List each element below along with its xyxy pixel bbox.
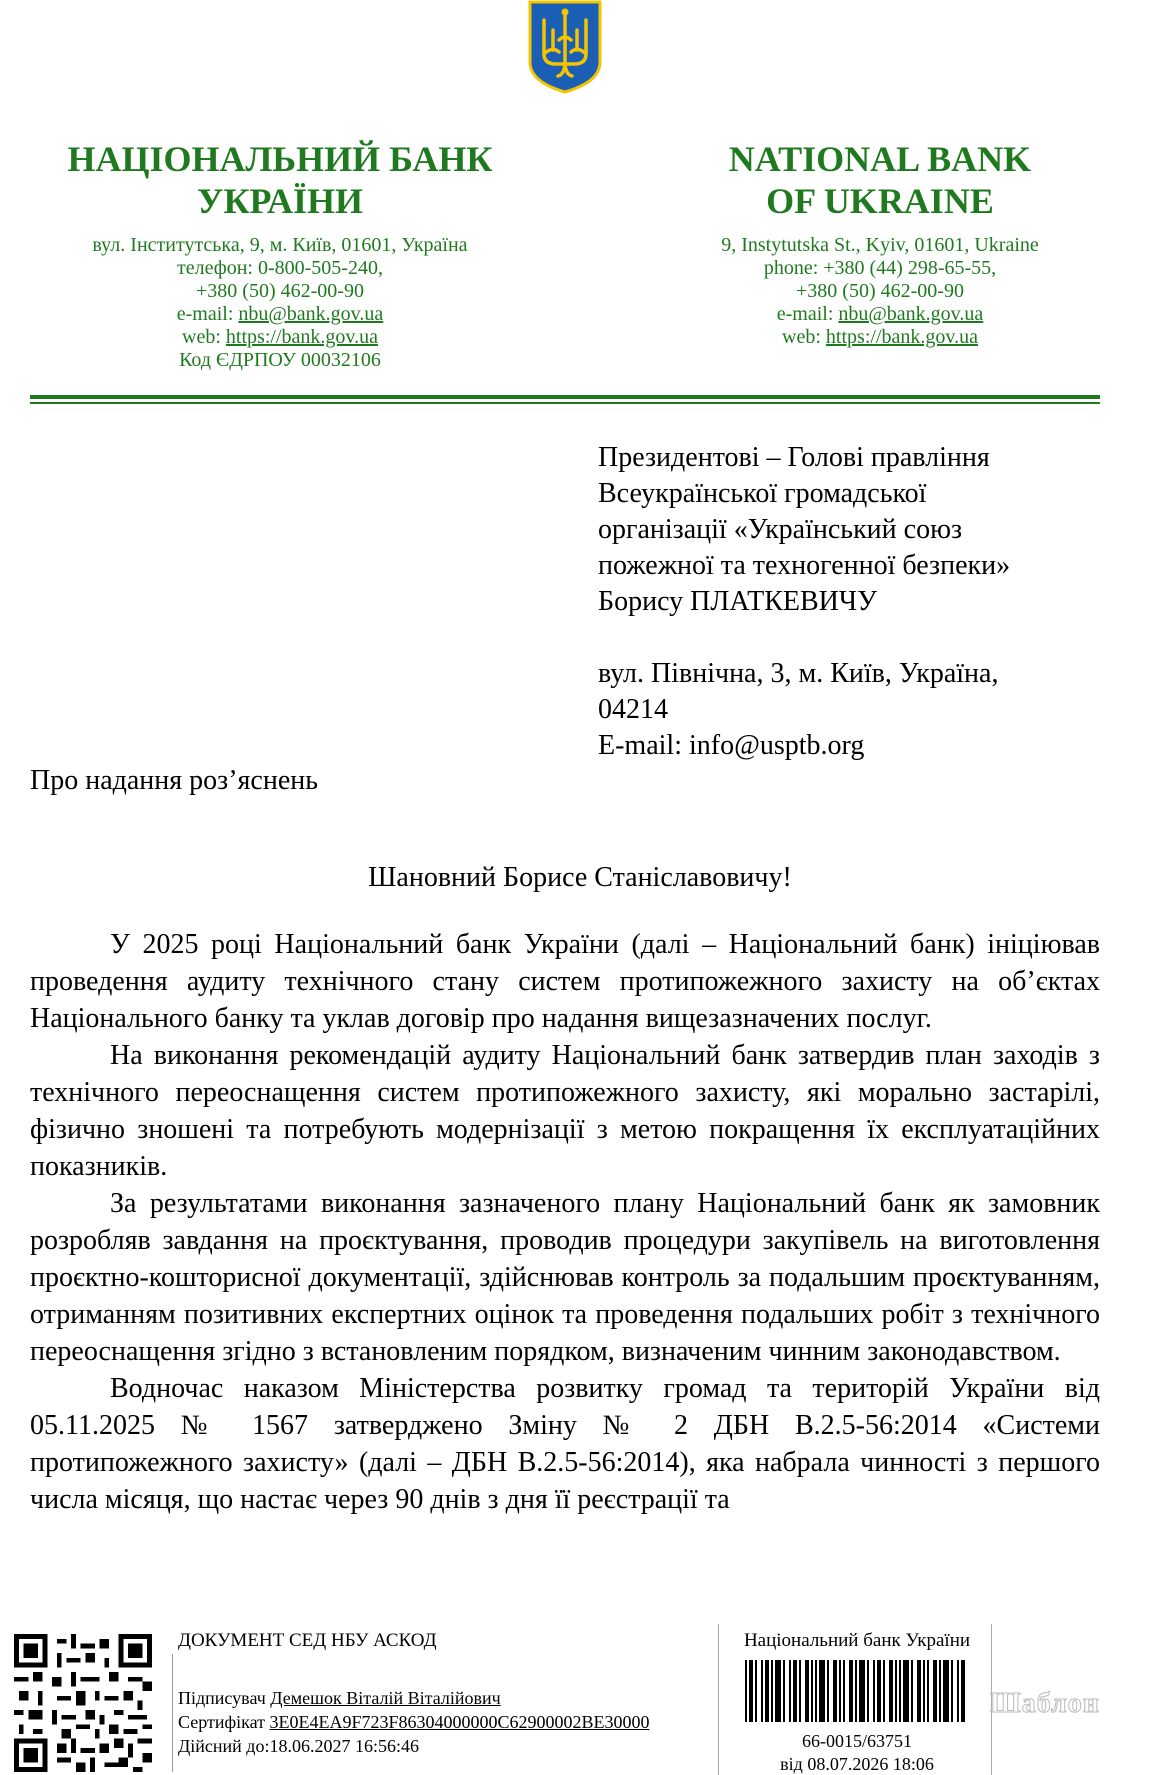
registration-date: від 08.07.2026 18:06 <box>780 1754 934 1774</box>
signer-row <box>178 1688 501 1709</box>
template-watermark: Шаблон <box>990 1688 1100 1719</box>
addressee-line: Президентові – Голові правління <box>598 442 990 473</box>
ukraine-coat-of-arms-icon <box>526 0 604 94</box>
addressee-block <box>598 440 1118 764</box>
email-row-ua <box>20 303 540 326</box>
phone-ua-2: +380 (50) 462-00-90 <box>196 280 364 302</box>
email-row-en <box>620 303 1140 326</box>
certificate-row <box>178 1712 650 1733</box>
edrpou-code: Код ЄДРПОУ 00032106 <box>179 349 381 371</box>
addressee-email: E-mail: info@usptb.org <box>598 730 865 761</box>
bank-name-en-line1: NATIONAL BANK <box>728 139 1032 179</box>
address-en: 9, Instytutska St., Kyiv, 01601, Ukraine <box>721 234 1039 256</box>
addressee-line: організації «Український союз <box>598 514 963 545</box>
web-link-en[interactable]: https://bank.gov.ua <box>825 326 978 348</box>
signer-name: Демешок Віталій Віталійович <box>270 1688 501 1708</box>
web-row-ua <box>20 326 540 349</box>
barcode-icon <box>745 1660 965 1722</box>
addressee-line: Всеукраїнської громадської <box>598 478 927 509</box>
bank-name-ua <box>20 138 540 222</box>
bank-name-ua-line2: УКРАЇНИ <box>197 181 363 221</box>
bank-name-en <box>620 138 1140 222</box>
qr-code-icon <box>14 1634 152 1772</box>
bank-name-ua-line1: НАЦІОНАЛЬНИЙ БАНК <box>67 139 493 179</box>
email-link-en[interactable]: nbu@bank.gov.ua <box>838 303 984 325</box>
certificate-validity: Дійсний до:18.06.2027 16:56:46 <box>178 1736 419 1756</box>
bank-name-en-line2: OF UKRAINE <box>766 181 994 221</box>
addressee-address-line2: 04214 <box>598 694 668 725</box>
addressee-name: Борису ПЛАТКЕВИЧУ <box>598 586 877 617</box>
body-paragraph: Водночас наказом Міністерства розвитку громад та територій України від 05.11.2025 № 1567 затверджено Зміну № 2 ДБН В.2.5-56:2014 «Системи протипожежного захисту» (далі – ДБН В.2.5-56:2014), яка набрала чинності з першого числа місяця, що настає через 90 днів з дня її реєстрації та <box>30 1373 1100 1515</box>
phone-ua-1: телефон: 0-800-505-240, <box>177 257 383 279</box>
addressee-address-line1: вул. Північна, 3, м. Київ, Україна, <box>598 658 999 689</box>
email-label-en: e-mail: <box>776 303 839 325</box>
web-link-ua[interactable]: https://bank.gov.ua <box>225 326 378 348</box>
signer-label: Підписувач <box>178 1688 271 1708</box>
registration-org: Національний банк України <box>743 1630 971 1651</box>
certificate-serial: 3E0E4EA9F723F86304000000C62900002BE30000 <box>269 1712 650 1732</box>
header-divider-thin <box>30 402 1100 404</box>
body-paragraph: У 2025 році Національний банк України (далі – Національний банк) ініціював проведення аудиту технічного стану систем протипожежного захисту на об’єктах Національного банку та уклав договір про надання вищезазначених послуг. <box>30 929 1100 1034</box>
addressee-line: пожежної та техногенної безпеки» <box>598 550 1011 581</box>
web-label-en: web: <box>782 326 826 348</box>
letter-body <box>30 926 1100 1518</box>
phone-en-2: +380 (50) 462-00-90 <box>796 280 964 302</box>
body-paragraph: На виконання рекомендацій аудиту Національний банк затвердив план заходів з технічного переоснащення систем протипожежного захисту, які морально застарілі, фізично зношені та потребують модернізації з метою покращення їх експлуатаційних показників. <box>30 1040 1100 1182</box>
registration-number: 66-0015/63751 <box>802 1731 912 1751</box>
body-paragraph: За результатами виконання зазначеного плану Національний банк як замовник розробляв завдання на проєктування, проводив процедури закупівель на виготовлення проєктно-кошторисної документації, здійснював контроль за подальшим проєктуванням, отриманням позитивних експертних оцінок та проведення подальших робіт з технічного переоснащення згідно з встановленим порядком, визначеним чинним законодавством. <box>30 1188 1100 1367</box>
web-row-en <box>620 326 1140 349</box>
email-link-ua[interactable]: nbu@bank.gov.ua <box>238 303 384 325</box>
contacts-ua <box>20 234 540 372</box>
contacts-en <box>620 234 1140 349</box>
certificate-label: Сертифікат <box>178 1712 270 1732</box>
document-system-label: ДОКУМЕНТ СЕД НБУ АСКОД <box>178 1630 437 1651</box>
salutation: Шановний Борисе Станіславовичу! <box>368 862 792 893</box>
address-ua: вул. Інститутська, 9, м. Київ, 01601, Україна <box>92 234 468 256</box>
signature-footer <box>0 1618 1160 1775</box>
letter-subject: Про надання роз’яснень <box>30 765 319 796</box>
email-label-ua: e-mail: <box>176 303 239 325</box>
phone-en-1: phone: +380 (44) 298-65-55, <box>763 257 997 279</box>
header-divider-thick <box>30 395 1100 399</box>
web-label-ua: web: <box>182 326 226 348</box>
